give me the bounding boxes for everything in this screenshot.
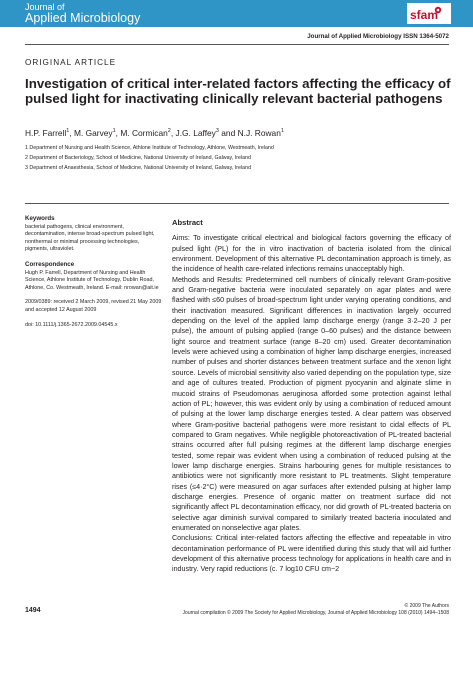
article-info-sidebar <box>25 215 163 336</box>
abstract-methods-results: Methods and Results: Predetermined cell numbers of clinically relevant Gram-positive and Gram-negative bacteria were inoculated separately on agar plates and were flashed with ≤60 pulses of broad-spectrum light under varying operating conditions, and their inactivation measured. Significant differences in inactivation largely occurred depending on the level of the applied lamp discharge energy (range 3·2–20 J per pulse), the amount of pulsing applied (range 0–60 pulses) and the distance between light source and treatment surface (range 8–20 cm) used. Greater decontamination levels were achieved using a combination of higher lamp discharge energies, increased number of pulses and shorter distances between treatment surface and the xenon light source. Levels of microbial sensitivity also varied depending on the population type, size and age of cultures treated. Production of pigment pyocyanin and alginate slime in mucoid strains of Pseudomonas aeruginosa afforded some protection against lethal action of PL; however, this was evident only by using a combination of reduced amount of pulsing at the lower lamp discharge energies tested. A clear pattern was observed where Gram-positive bacterial pathogens were more resistant to cidal effects of PL compared to Gram negatives. While negligible photoreactivation of PL-treated bacterial strains occurred after full pulsing regimes at the different lamp discharge energies tested, some repair was evident when using a combination of reduced pulsing at the lower lamp discharge energies. Strains harbouring genes for multiple resistances to antibiotics were not significantly more resistant to PL treatments. Slight temperature rises (≤4·2°C) were measured on agar surfaces after extended pulsing at higher lamp discharge energies. Presence of organic matter on treatment surface did not significantly affect PL decontamination efficacy, nor did growth of PL-treated bacteria on selective agar diminish survival compared to similarly treated bacteria inoculated and enumerated on nonselective agar plates. <box>172 275 451 532</box>
affiliation-item: 2 Department of Bacteriology, School of Medicine, National University of Ireland, Galway, Ireland <box>25 155 251 161</box>
keywords-text: bacterial pathogens, clinical environment, decontamination, intense broad-spectrum pulsed light, nonthermal or minimal processing technologies, pigments, ultraviolet. <box>25 223 155 253</box>
author-name: M. Cormican <box>120 128 168 138</box>
section-divider <box>25 203 449 204</box>
abstract-conclusions: Conclusions: Critical inter-related factors affecting the effective and repeatable in vitro decontamination performance of PL were identified during this study that will aid further development of this alternative process technology for applications in health care and in industry. Very rapid reductions (c. 7 log10 CFU cm−2 <box>172 534 451 574</box>
author-name: J.G. Laffey <box>175 128 216 138</box>
author-affiliation-mark: 1 <box>280 128 284 135</box>
author-affiliation-mark: 1 <box>66 128 70 135</box>
article-dates: 2009/0389: received 2 March 2009, revised 21 May 2009 and accepted 12 August 2009 <box>25 299 162 313</box>
copyright-line: © 2009 The Authors <box>404 603 449 609</box>
journal-name-line1: Journal of <box>25 2 65 12</box>
journal-name-line2: Applied Microbiology <box>25 11 141 25</box>
journal-issn-reference: Journal of Applied Microbiology ISSN 1364-5072 <box>307 33 449 40</box>
affiliation-item: 3 Department of Anaesthesia, School of Medicine, National University of Ireland, Galway, Ireland <box>25 165 252 171</box>
author-name: H.P. Farrell <box>25 128 67 138</box>
journal-header-bar <box>0 0 473 27</box>
journal-compilation-line: Journal compilation © 2009 The Society for Applied Microbiology, Journal of Applied Microbiology 108 (2010) 1494–1508 <box>182 609 449 616</box>
affiliation-item: 1 Department of Nursing and Health Science, Athlone Institute of Technology, Athlone, Westmeath, Ireland <box>25 145 274 151</box>
correspondence-text: Hugh P. Farrell, Department of Nursing and Health Science, Athlone Institute of Technology, Dublin Road, Athlone, Co. Westmeath, Ireland. E-mail: nrowan@ait.ie <box>25 269 159 291</box>
keywords-heading: Keywords <box>25 215 55 222</box>
affiliations <box>25 143 274 173</box>
article-title: Investigation of critical inter-related factors affecting the efficacy of pulsed light for inactivating clinically relevant bacterial pathogens <box>25 76 451 107</box>
abstract-aims: Aims: To investigate critical electrical and biological factors governing the efficacy of pulsed light (PL) for the in vitro inactivation of bacteria isolated from the clinical environment. Development of this alternative PL decontamination approach is timely, as the incidence of health care-related infections remains unacceptably high. <box>172 234 451 274</box>
author-affiliation-mark: 1 <box>112 128 116 135</box>
correspondence-heading: Correspondence <box>25 260 75 268</box>
author-affiliation-mark: 3 <box>215 128 219 135</box>
page-number: 1494 <box>25 607 41 614</box>
doi: doi: 10.1111/j.1365-2672.2009.04545.x <box>25 321 118 328</box>
abstract-heading: Abstract <box>172 218 203 227</box>
keywords-block <box>25 215 163 254</box>
author-name: N.J. Rowan <box>237 128 281 138</box>
abstract-section <box>172 218 451 575</box>
author-name: M. Garvey <box>73 128 113 138</box>
sfam-logo <box>407 3 451 24</box>
author-affiliation-mark: 2 <box>167 128 171 135</box>
article-type: ORIGINAL ARTICLE <box>25 58 117 67</box>
header-divider <box>25 44 449 45</box>
correspondence-block <box>25 261 163 292</box>
footer-copyright <box>183 603 449 617</box>
logo-text: sfam <box>410 8 439 22</box>
author-list: H.P. Farrell$^1$, M. Garvey$^1$, M. Cormican$^2$, J.G. Laffey$^3$ and N.J. Rowan$^1$ <box>25 128 284 138</box>
